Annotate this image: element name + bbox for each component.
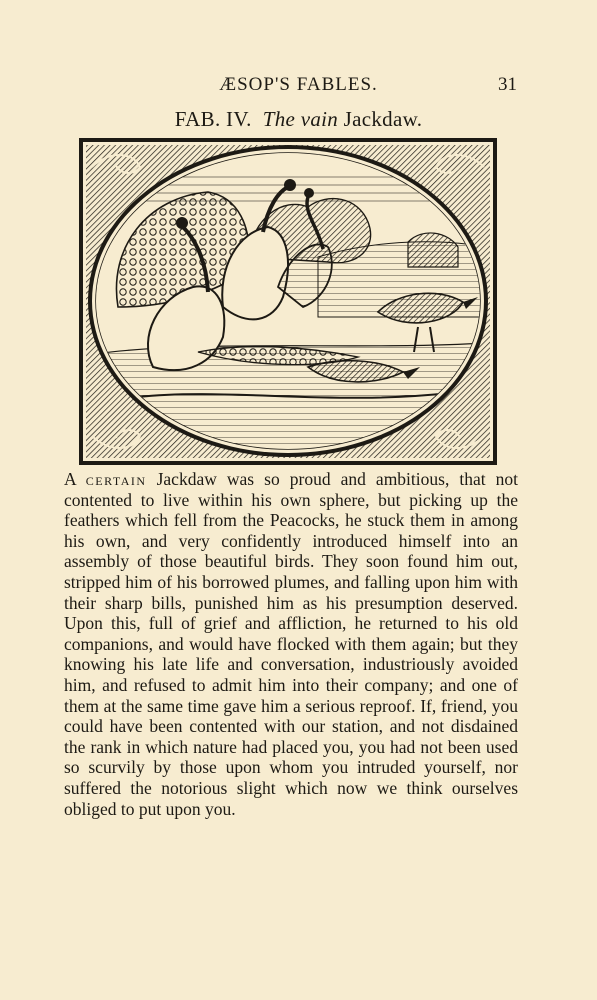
fable-title-adjective: vain [300,107,339,131]
fable-body: Jackdaw was so proud and ambitious, that not contented to live within his own sphere, but picking up the feathers which fell from the Peacocks, he stuck them in among his own, and very confidently introduced himself into an assembly of those beautiful birds. They soon found him out, stripped him of his borrowed plumes, and falling upon him with their sharp bills, punished him as his presumption deserved. Upon this, full of grief and affliction, he returned to his old companions, and would have flocked with them again; but they knowing his late life and conversation, industriously avoided him, and refused to admit him into their company; and one of them at the same time gave him a serious reproof. If, friend, you could have been contented with our station, and not disdained the rank in which nature had placed you, you had not been used so scurvily by those upon whom you intruded yourself, nor suffered the notorious slight which now we think ourselves obliged to put upon you. [64,469,519,819]
fable-title-noun: Jackdaw. [343,107,423,131]
running-head [0,74,597,100]
fable-title-article: The [262,107,296,131]
page-number: 31 [498,74,517,95]
fable-body-text [64,469,518,819]
woodcut-peacocks-jackdaw-illustration [78,137,498,466]
fable-number: FAB. IV. [174,107,252,131]
opening-smallcaps: certain [85,469,147,489]
opening-article: A [64,469,76,489]
running-title: ÆSOP'S FABLES. [219,74,378,95]
woodcut-illustration [78,137,498,466]
fable-title [0,107,597,132]
